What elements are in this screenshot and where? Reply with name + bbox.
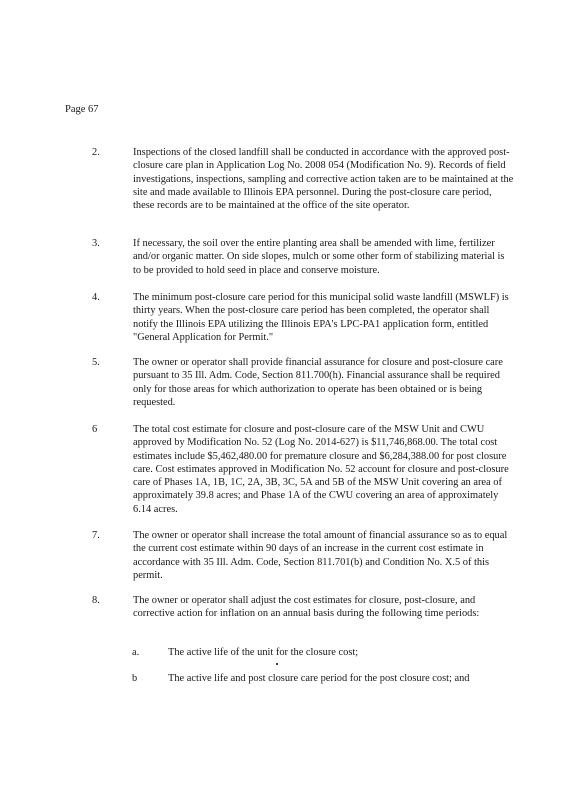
subitem-text: The active life and post closure care period for the post closure cost; and: [168, 673, 470, 684]
item-number: 8.: [92, 595, 100, 606]
item-text: The total cost estimate for closure and post-closure care of the MSW Unit and CWU approved by Modification No. 52 (Log No. 2014-627) is $11,746,868.00. The total cost estimates include $5,462,480.00 for premature closure and $6,284,388.00 for post closure care. Cost estimates approved in Modification No. 52 account for closure and post-closure care of Phases 1A, 1B, 1C, 2A, 3B, 3C, 5A and 5B of the MSW Unit covering an area of approximately 39.8 acres; and Phase 1A of the CWU covering an area of approximately 6.14 acres.: [133, 424, 509, 515]
item-text: If necessary, the soil over the entire planting area shall be amended with lime, fertilizer and/or organic matter. On side slopes, mulch or some other form of stabilizing material is to be provided to hold seed in place and conserve moisture.: [133, 238, 505, 276]
subitem-letter: a.: [132, 647, 140, 658]
item-text: The minimum post-closure care period for this municipal solid waste landfill (MSWLF) is thirty years. When the post-closure care period has been completed, the operator shall notify the Illinois EPA utilizing the Illinois EPA's LPC-PA1 application form, entitled "General Application for Permit.": [133, 292, 509, 343]
item-text: The owner or operator shall adjust the cost estimates for closure, post-closure, and corrective action for inflation on an annual basis during the following time periods:: [133, 595, 480, 620]
item-number: 7.: [92, 530, 100, 541]
scan-mark: [276, 663, 278, 665]
subitem-letter: b: [132, 673, 138, 684]
page-label: Page 67: [65, 104, 99, 115]
item-number: 2.: [92, 147, 100, 158]
item-number: 5.: [92, 357, 100, 368]
item-text: The owner or operator shall increase the total amount of financial assurance so as to equal the current cost estimate within 90 days of an increase in the current cost estimate in accordance with 35 Ill. Adm. Code, Section 811.701(b) and Condition No. X.5 of this permit.: [133, 530, 508, 581]
item-number: 4.: [92, 292, 100, 303]
item-number: 6: [92, 424, 98, 435]
subitem-text: The active life of the unit for the closure cost;: [168, 647, 359, 658]
item-text: The owner or operator shall provide financial assurance for closure and post-closure care pursuant to 35 Ill. Adm. Code, Section 811.700(h). Financial assurance shall be required only for those areas for which authorization to operate has been obtained or is being requested.: [133, 357, 503, 408]
item-text: Inspections of the closed landfill shall be conducted in accordance with the approved post-closure care plan in Application Log No. 2008 054 (Modification No. 9). Records of field investigations, inspections, sampling and corrective action taken are to be maintained at the site and made available to Illinois EPA personnel. During the post-closure care period, these records are to be maintained at the office of the site operator.: [133, 147, 514, 212]
item-number: 3.: [92, 238, 100, 249]
